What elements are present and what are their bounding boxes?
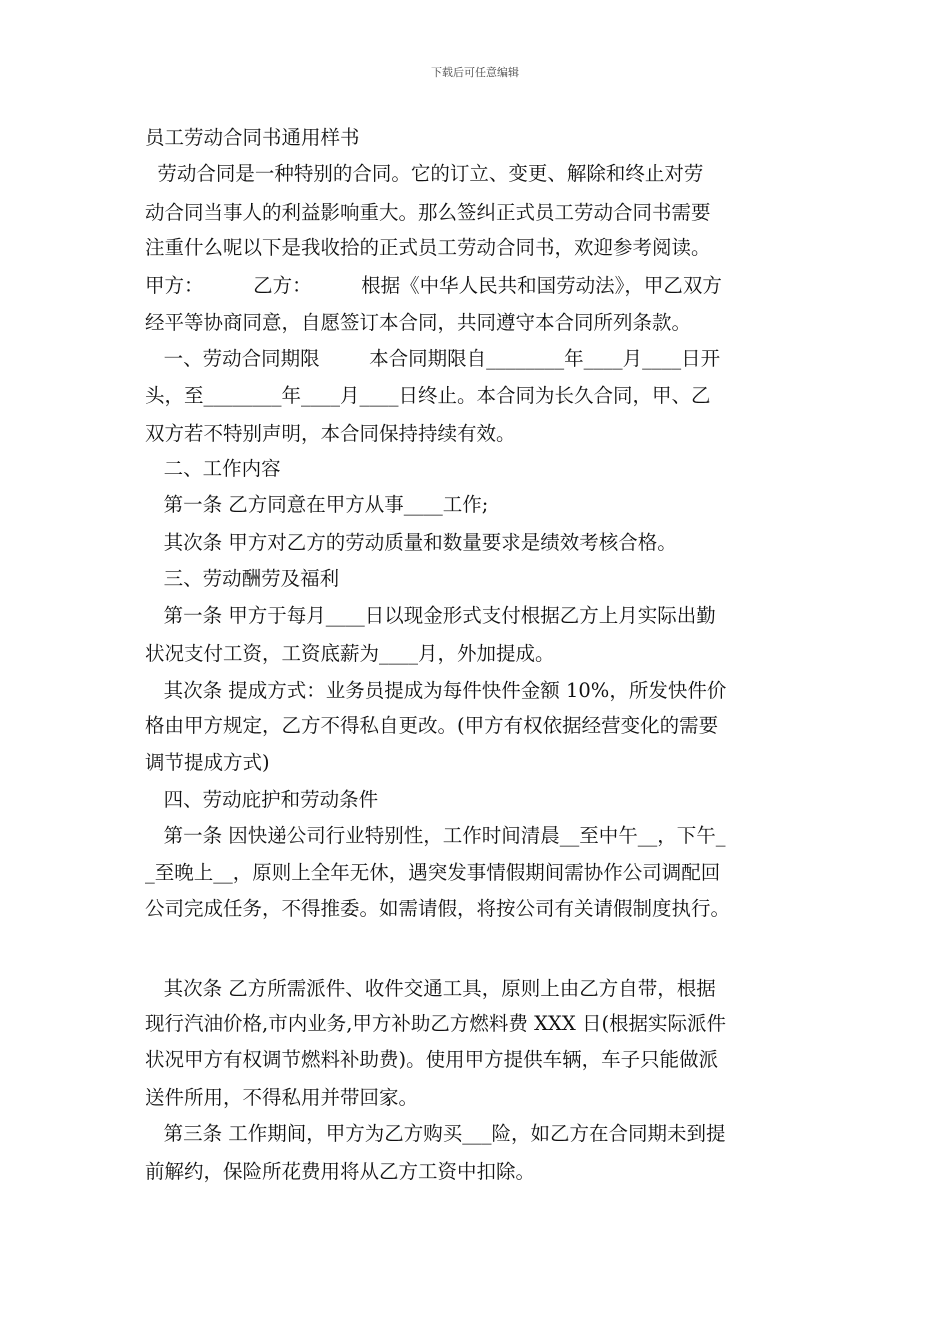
- paragraph-line: _至晚上__，原则上全年无休，遇突发事情假期间需协作公司调配回: [145, 861, 721, 884]
- paragraph-line: 第一条 因快递公司行业特别性，工作时间清晨__至中午__，下午_: [145, 824, 726, 847]
- paragraph-line: 头，至________年____月____日终止。本合同为长久合同，甲、乙: [145, 384, 711, 407]
- section-heading: 四、劳动庇护和劳动条件: [145, 788, 379, 811]
- section-heading: 三、劳动酬劳及福利: [145, 567, 340, 590]
- paragraph-line: 调节提成方式): [145, 751, 270, 774]
- paragraph-line: 现行汽油价格,市内业务,甲方补助乙方燃料费 XXX 日(根据实际派件: [145, 1012, 727, 1035]
- paragraph-line: 状况支付工资，工资底薪为____月，外加提成。: [145, 642, 555, 665]
- paragraph-line: 其次条 乙方所需派件、收件交通工具，原则上由乙方自带，根据: [145, 977, 716, 1000]
- paragraph-line: 前解约，保险所花费用将从乙方工资中扣除。: [145, 1160, 536, 1183]
- document-title: 员工劳动合同书通用样书: [145, 126, 360, 149]
- paragraph-line: 双方若不特别声明，本合同保持持续有效。: [145, 422, 516, 445]
- paragraph-line: 其次条 提成方式：业务员提成为每件快件金额 10%，所发快件价: [145, 679, 727, 702]
- paragraph-line: 第一条 乙方同意在甲方从事____工作;: [145, 493, 489, 516]
- section-heading: 一、劳动合同期限 本合同期限自________年____月____日开: [145, 347, 721, 370]
- paragraph-line: 动合同当事人的利益影响重大。那么签纠正式员工劳动合同书需要: [145, 201, 711, 224]
- paragraph-line: 公司完成任务，不得推委。如需请假，将按公司有关请假制度执行。: [145, 897, 731, 920]
- paragraph-line: 劳动合同是一种特别的合同。它的订立、变更、解除和终止对劳: [145, 162, 704, 185]
- paragraph-line: 第三条 工作期间，甲方为乙方购买___险，如乙方在合同期未到提: [145, 1122, 726, 1145]
- page-header-note: 下载后可任意编辑: [431, 66, 519, 79]
- paragraph-line: 第一条 甲方于每月____日以现金形式支付根据乙方上月实际出勤: [145, 604, 716, 627]
- paragraph-line: 其次条 甲方对乙方的劳动质量和数量要求是绩效考核合格。: [145, 531, 677, 554]
- paragraph-line: 送件所用，不得私用并带回家。: [145, 1086, 419, 1109]
- paragraph-line: 甲方： 乙方： 根据《中华人民共和国劳动法》，甲乙双方: [145, 274, 722, 297]
- paragraph-line: 经平等协商同意，自愿签订本合同，共同遵守本合同所列条款。: [145, 311, 692, 334]
- paragraph-line: 注重什么呢以下是我收拾的正式员工劳动合同书，欢迎参考阅读。: [145, 236, 711, 259]
- section-heading: 二、工作内容: [145, 457, 281, 480]
- paragraph-line: 格由甲方规定，乙方不得私自更改。(甲方有权依据经营变化的需要: [145, 714, 719, 737]
- paragraph-line: 状况甲方有权调节燃料补助费)。使用甲方提供车辆，车子只能做派: [145, 1048, 719, 1071]
